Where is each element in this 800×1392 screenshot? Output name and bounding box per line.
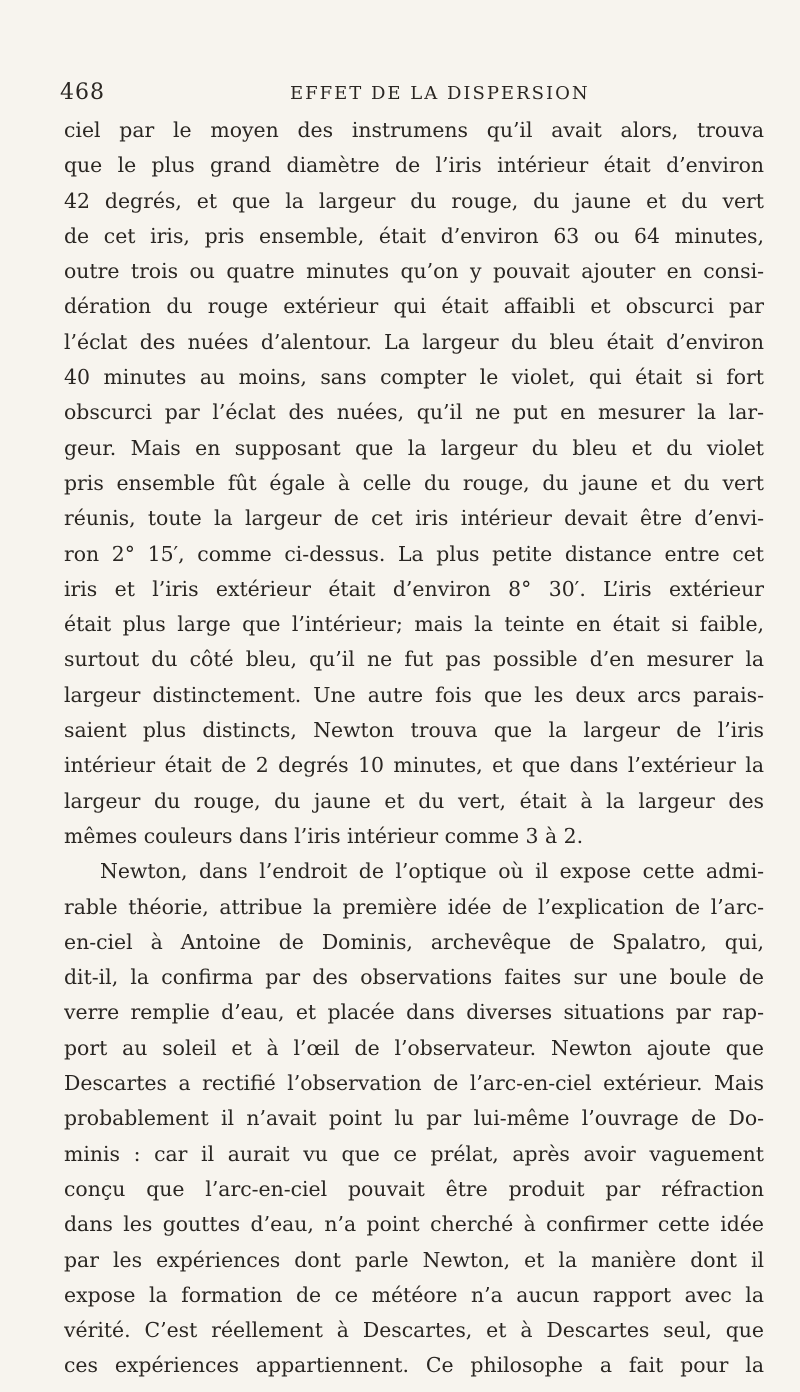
text-line: 42 degrés, et que la largeur du rouge, du jaune et du vert xyxy=(64,188,764,213)
text-line: ces expériences appartiennent. Ce philosophe a fait pour la xyxy=(64,1353,764,1378)
text-line: outre trois ou quatre minutes qu’on y pouvait ajouter en consi- xyxy=(64,259,764,284)
body-text xyxy=(64,113,764,1384)
text-line: geur. Mais en supposant que la largeur du bleu et du violet xyxy=(64,435,764,460)
text-line: obscurci par l’éclat des nuées, qu’il ne put en mesurer la lar- xyxy=(64,400,764,425)
text-line: Descartes a rectifié l’observation de l’arc-en-ciel extérieur. Mais xyxy=(64,1071,764,1096)
text-line: verre remplie d’eau, et placée dans diverses situations par rap- xyxy=(64,1000,764,1025)
text-line: expose la formation de ce météore n’a aucun rapport avec la xyxy=(64,1282,764,1307)
text-line: probablement il n’avait point lu par lui-même l’ouvrage de Do- xyxy=(64,1106,764,1131)
text-line: pris ensemble fût égale à celle du rouge, du jaune et du vert xyxy=(64,470,764,495)
text-line: l’éclat des nuées d’alentour. La largeur du bleu était d’environ xyxy=(64,329,764,354)
text-line: dans les gouttes d’eau, n’a point cherché à confirmer cette idée xyxy=(64,1212,764,1237)
text-line: largeur du rouge, du jaune et du vert, était à la largeur des xyxy=(64,788,764,813)
text-line: largeur distinctement. Une autre fois que les deux arcs parais- xyxy=(64,682,764,707)
text-line: dération du rouge extérieur qui était affaibli et obscurci par xyxy=(64,294,764,319)
text-line: que le plus grand diamètre de l’iris intérieur était d’environ xyxy=(64,153,764,178)
text-line: surtout du côté bleu, qu’il ne fut pas possible d’en mesurer la xyxy=(64,647,764,672)
text-line: rable théorie, attribue la première idée de l’explication de l’arc- xyxy=(64,894,764,919)
text-line: de cet iris, pris ensemble, était d’environ 63 ou 64 minutes, xyxy=(64,223,764,248)
text-line: intérieur était de 2 degrés 10 minutes, et que dans l’extérieur la xyxy=(64,753,764,778)
text-line: mêmes couleurs dans l’iris intérieur comme 3 à 2. xyxy=(64,823,584,848)
text-line: était plus large que l’intérieur; mais la teinte en était si faible, xyxy=(64,612,764,637)
text-line: en-ciel à Antoine de Dominis, archevêque de Spalatro, qui, xyxy=(64,929,764,954)
running-head: EFFET DE LA DISPERSION xyxy=(290,83,590,104)
text-line: vérité. C’est réellement à Descartes, et à Descartes seul, que xyxy=(64,1318,764,1343)
text-line: 40 minutes au moins, sans compter le violet, qui était si fort xyxy=(64,365,764,390)
text-line: dit-il, la confirma par des observations faites sur une boule de xyxy=(64,965,764,990)
text-line: ciel par le moyen des instrumens qu’il avait alors, trouva xyxy=(64,118,764,142)
text-line: conçu que l’arc-en-ciel pouvait être produit par réfraction xyxy=(64,1176,764,1201)
text-line: Newton, dans l’endroit de l’optique où il expose cette admi- xyxy=(100,859,764,884)
text-line: par les expériences dont parle Newton, et la manière dont il xyxy=(64,1247,764,1272)
page-number: 468 xyxy=(60,80,105,105)
text-line: réunis, toute la largeur de cet iris intérieur devait être d’envi- xyxy=(64,506,764,531)
text-line: port au soleil et à l’œil de l’observateur. Newton ajoute que xyxy=(64,1035,764,1060)
text-line: ron 2° 15′, comme ci-dessus. La plus petite distance entre cet xyxy=(64,541,764,566)
text-line: saient plus distincts, Newton trouva que la largeur de l’iris xyxy=(64,718,764,743)
text-line: minis : car il aurait vu que ce prélat, après avoir vaguement xyxy=(64,1141,764,1166)
text-line: iris et l’iris extérieur était d’environ 8° 30′. L’iris extérieur xyxy=(64,576,764,601)
